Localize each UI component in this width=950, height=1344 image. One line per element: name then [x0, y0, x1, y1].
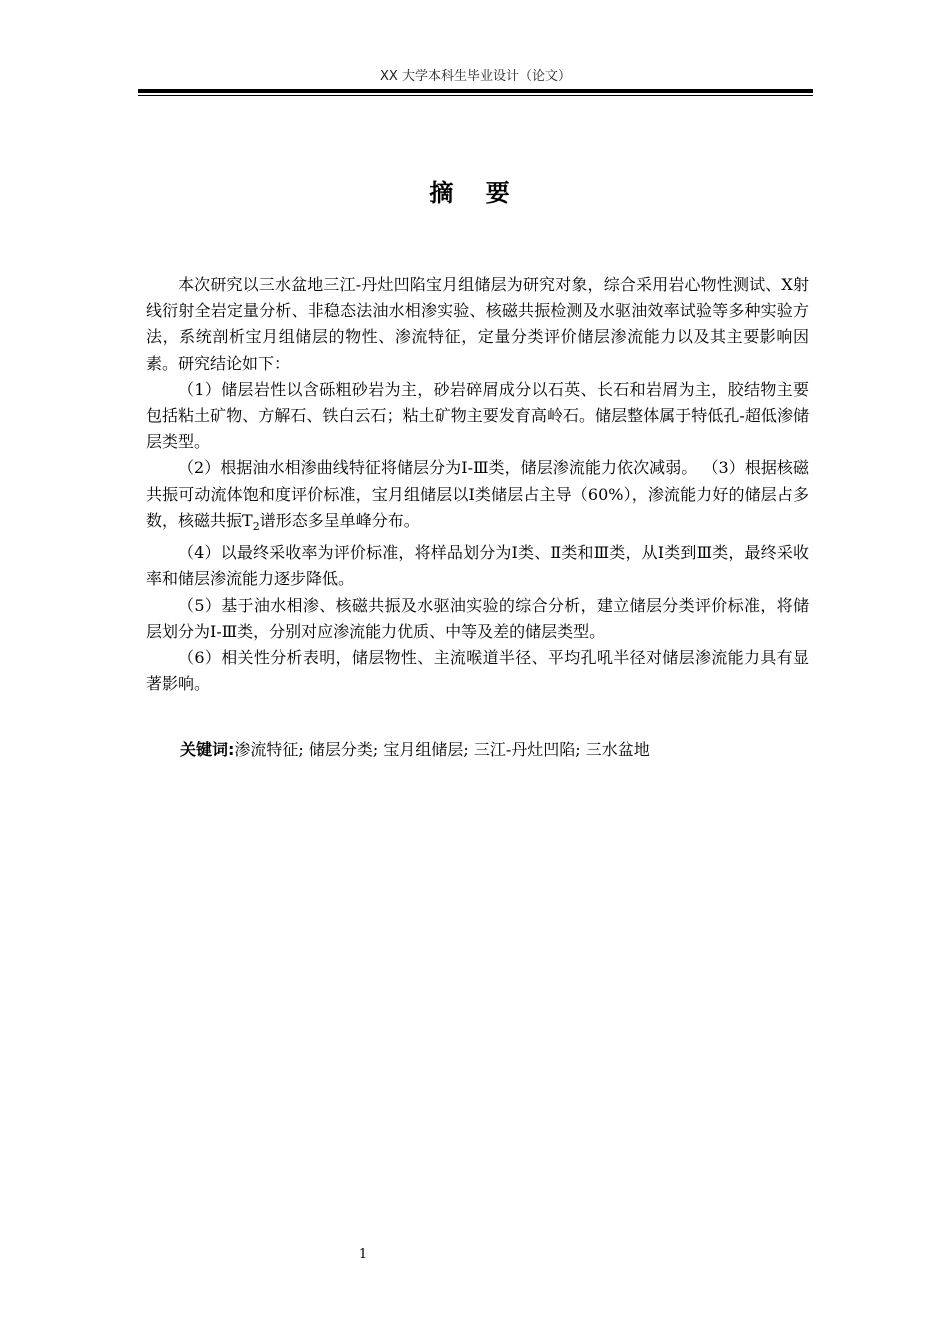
keywords-line: [180, 737, 820, 763]
keywords-label: 关键词:: [180, 740, 235, 759]
running-header: XX 大学本科生毕业设计（论文）: [380, 69, 571, 84]
header-rule-thick: [138, 89, 813, 93]
abstract-intro-paragraph: 本次研究以三水盆地三江-丹灶凹陷宝月组储层为研究对象，综合采用岩心物性测试、X射线衍射全岩定量分析、非稳态法油水相渗实验、核磁共振检测及水驱油效率试验等多种实验方法，系统剖析宝月组储层的物性、渗流特征，定量分类评价储层渗流能力以及其主要影响因素。研究结论如下：: [146, 275, 809, 373]
finding-5-paragraph: （5）基于油水相渗、核磁共振及水驱油实验的综合分析，建立储层分类评价标准，将储层划分为Ⅰ-Ⅲ类，分别对应渗流能力优质、中等及差的储层类型。: [146, 595, 809, 641]
finding-1-paragraph: （1）储层岩性以含砾粗砂岩为主，砂岩碎屑成分以石英、长石和岩屑为主，胶结物主要包括粘土矿物、方解石、铁白云石；粘土矿物主要发育高岭石。储层整体属于特低孔-超低渗储层类型。: [146, 379, 809, 452]
abstract-body: [146, 272, 809, 697]
header-rule-thin: [138, 95, 813, 96]
t2-subscript: 2: [252, 520, 260, 534]
finding-2-3-paragraph: [146, 455, 809, 540]
page-number: 1: [358, 1247, 368, 1262]
finding-6-paragraph: （6）相关性分析表明，储层物性、主流喉道半径、平均孔吼半径对储层渗流能力具有显著影响。: [146, 648, 809, 694]
finding-2-3-text-end: 谱形态多呈单峰分布。: [259, 510, 420, 530]
finding-4-paragraph: （4）以最终采收率为评价标准，将样品划分为Ⅰ类、Ⅱ类和Ⅲ类，从Ⅰ类到Ⅲ类，最终采收率和储层渗流能力逐步降低。: [146, 543, 809, 589]
keywords-text: 渗流特征; 储层分类; 宝月组储层; 三江-丹灶凹陷; 三水盆地: [234, 740, 650, 759]
finding-2-3-text: （2）根据油水相渗曲线特征将储层分为Ⅰ-Ⅲ类，储层渗流能力依次减弱。 （3）根据核磁共振可动流体饱和度评价标准，宝月组储层以Ⅰ类储层占主导（60%），渗流能力好的储层占多数，核磁共振T: [146, 458, 809, 530]
abstract-title: 摘 要: [429, 179, 522, 207]
